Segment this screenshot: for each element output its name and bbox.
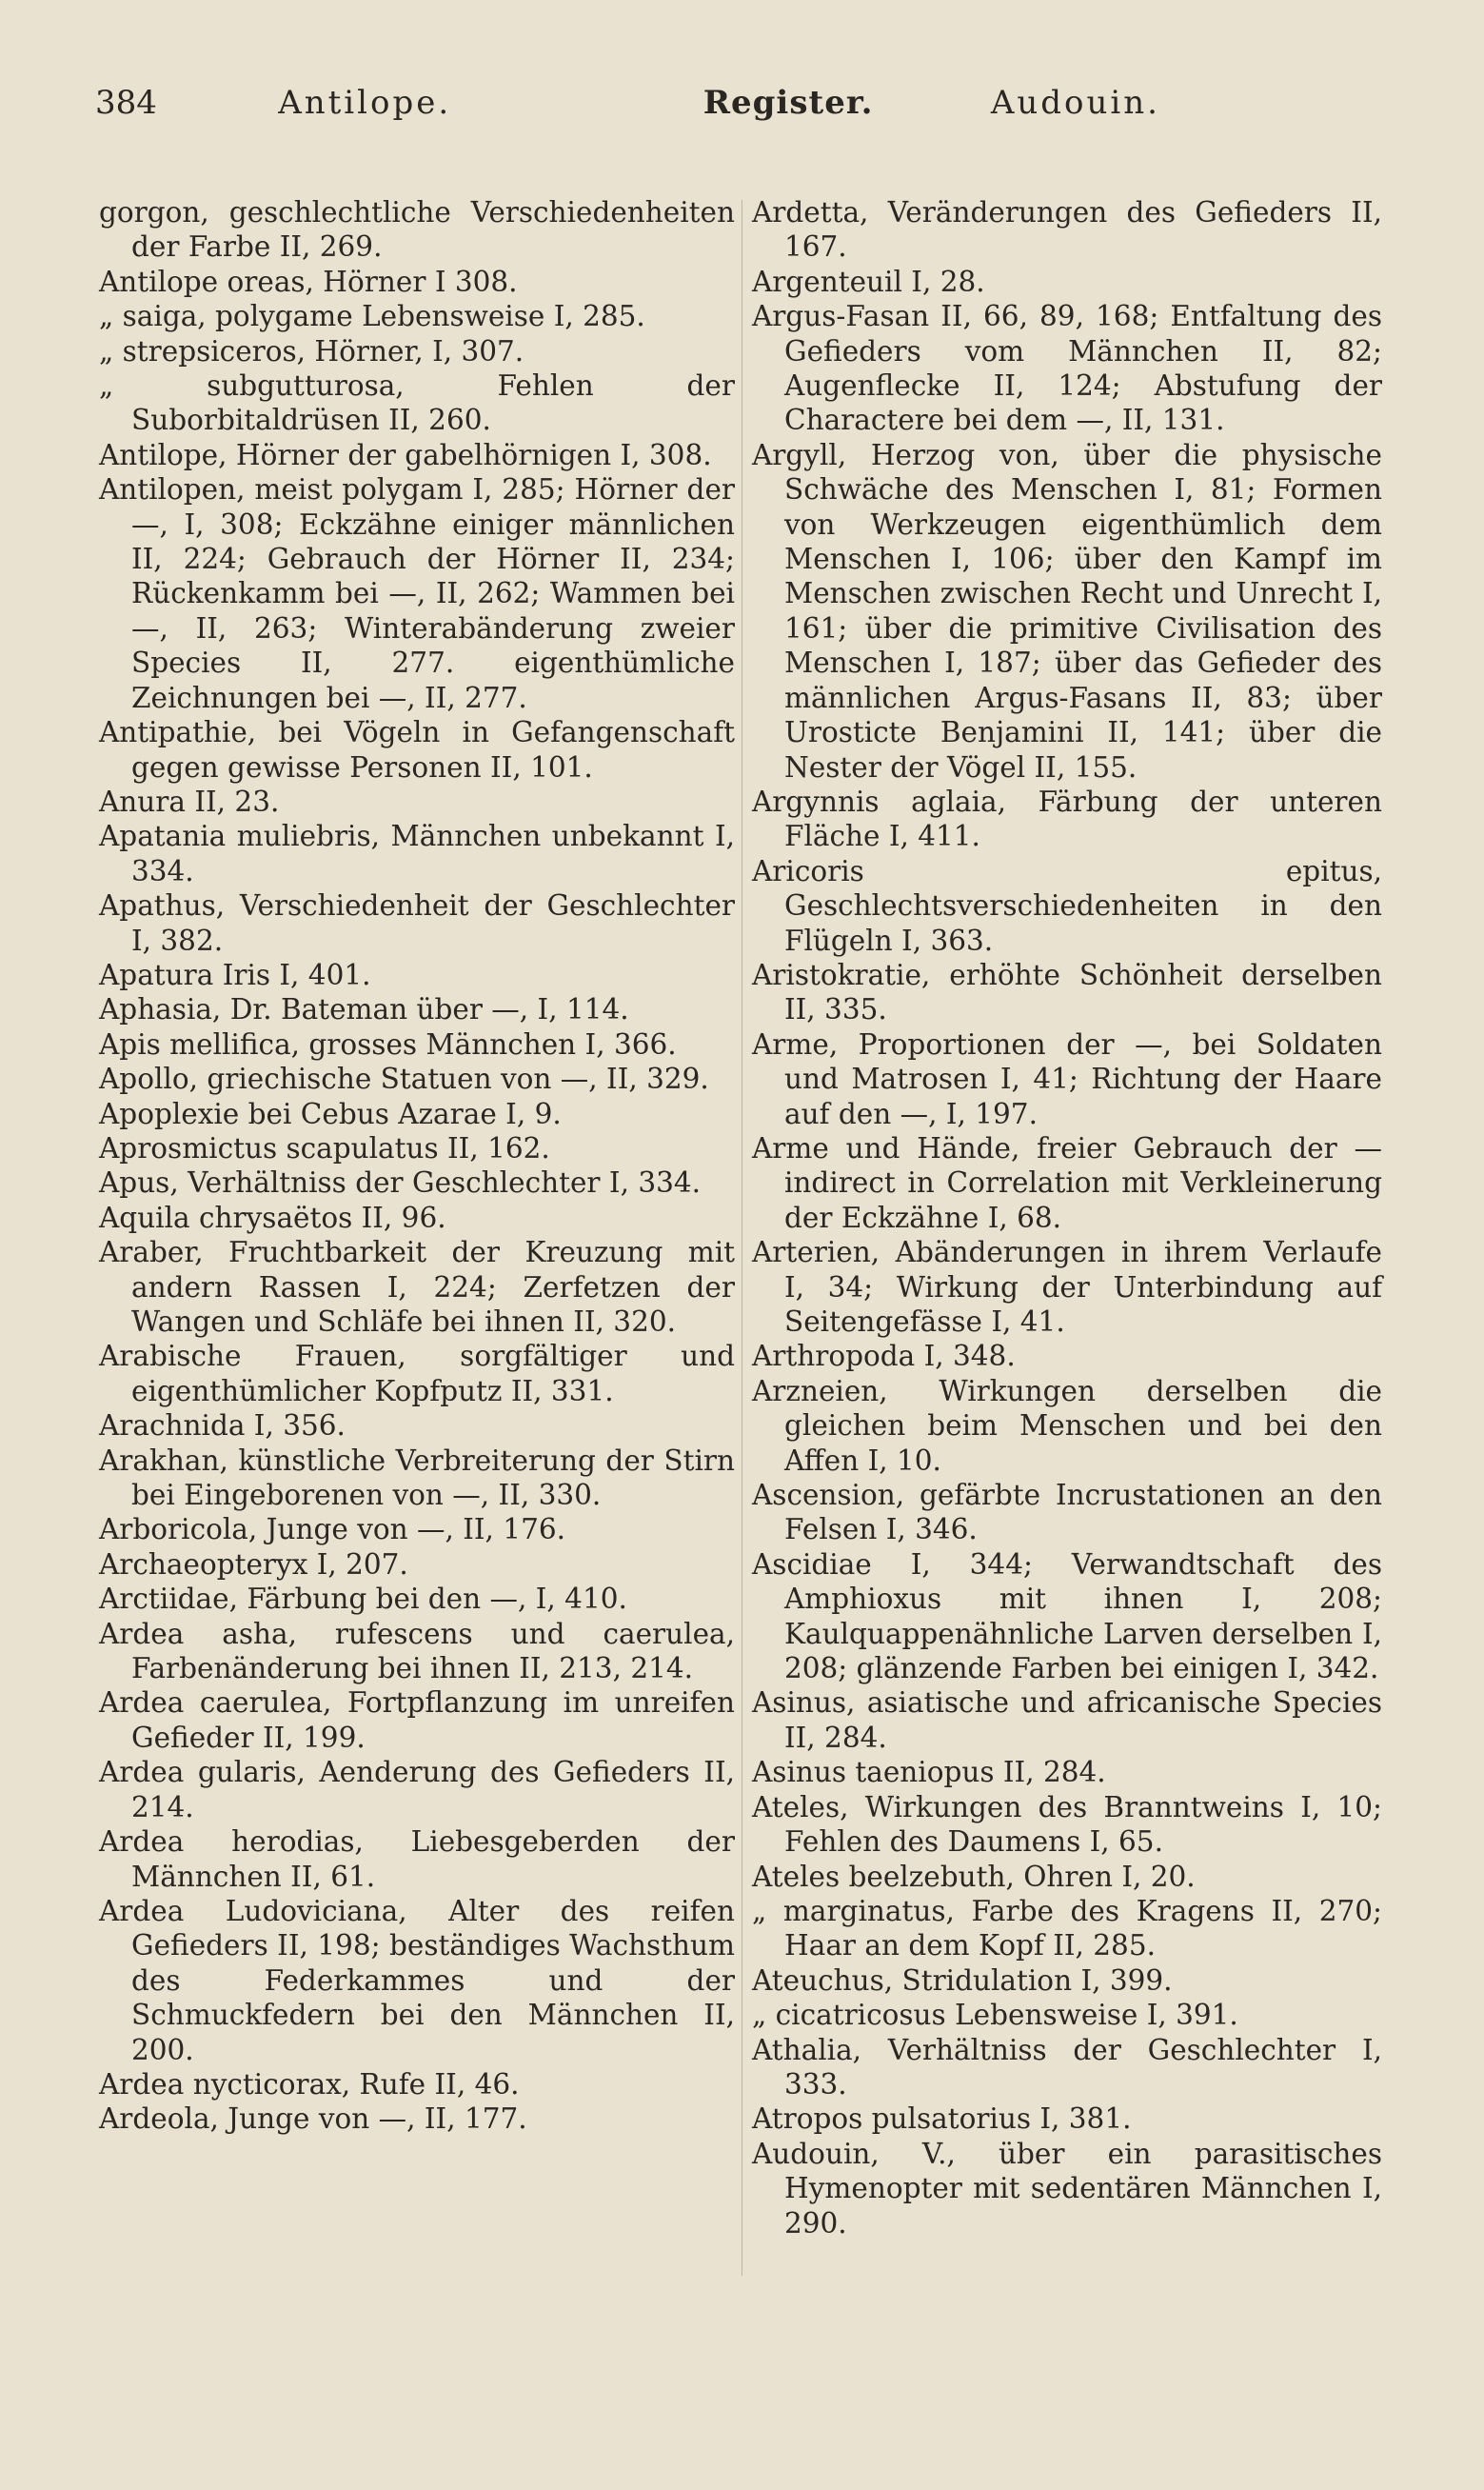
index-entry: Ateles, Wirkungen des Branntweins I, 10; Fehlen des Daumens I, 65.	[752, 1790, 1382, 1859]
index-entry: „ subgutturosa, Fehlen der Suborbitaldrüsen II, 260.	[99, 369, 735, 437]
index-entry: Asinus, asiatische und africanische Species II, 284.	[752, 1686, 1382, 1754]
index-entry: Apis mellifica, grosses Männchen I, 366.	[99, 1027, 677, 1061]
index-entry: Aprosmictus scapulatus II, 162.	[99, 1131, 550, 1165]
index-entry: Antipathie, bei Vögeln in Gefangenschaft gegen gewisse Personen II, 101.	[99, 716, 735, 784]
index-entry: Arakhan, künstliche Verbreiterung der Stirn bei Eingeborenen von —, II, 330.	[99, 1444, 735, 1512]
index-entry: „ strepsiceros, Hörner, I, 307.	[99, 334, 524, 368]
index-entry: „ saiga, polygame Lebensweise I, 285.	[99, 300, 645, 333]
index-entry: Ardea gularis, Aenderung des Gefieders II, 214.	[99, 1756, 735, 1823]
index-entry: Audouin, V., über ein parasitisches Hymenopter mit sedentären Männchen I, 290.	[752, 2137, 1382, 2240]
index-entry: Ascidiae I, 344; Verwandtschaft des Amphioxus mit ihnen I, 208; Kaulquappenähnliche Larven derselben I, 208; glänzende Farben bei einigen I, 342.	[752, 1547, 1382, 1685]
index-entry: „ cicatricosus Lebensweise I, 391.	[752, 1999, 1238, 2032]
index-entry: Argus-Fasan II, 66, 89, 168; Entfaltung des Gefieders vom Männchen II, 82; Augenflecke II, 124; Abstufung der Charactere bei dem —, II, 131.	[752, 300, 1382, 437]
index-entry: Athalia, Verhältniss der Geschlechter I, 333.	[752, 2033, 1382, 2101]
index-entry: Antilopen, meist polygam I, 285; Hörner der —, I, 308; Eckzähne einiger männlichen II, 224; Gebrauch der Hörner II, 234; Rückenkamm bei —, II, 262; Wammen bei —, II, 263; Winterabänderung zweier Species II, 277. eigenthümliche Zeichnungen bei —, II, 277.	[99, 473, 735, 714]
header-last-entry: Audouin.	[990, 84, 1160, 122]
index-entry: Ardetta, Veränderungen des Gefieders II, 167.	[752, 196, 1382, 264]
header-title: Register.	[702, 84, 874, 122]
index-entry: Apatania muliebris, Männchen unbekannt I, 334.	[99, 820, 735, 887]
index-entry: gorgon, geschlechtliche Verschiedenheiten der Farbe II, 269.	[99, 196, 735, 264]
index-entry: Ateles beelzebuth, Ohren I, 20.	[752, 1860, 1196, 1893]
index-entry: Arme, Proportionen der —, bei Soldaten und Matrosen I, 41; Richtung der Haare auf den —, I, 197.	[752, 1027, 1382, 1130]
index-entry: Arme und Hände, freier Gebrauch der — indirect in Correlation mit Verkleinerung der Eckzähne I, 68.	[752, 1131, 1382, 1234]
index-entry: Argenteuil I, 28.	[752, 265, 985, 298]
index-column-left	[99, 195, 735, 2137]
index-entry: Antilope oreas, Hörner I 308.	[99, 265, 518, 298]
index-entry: Arthropoda I, 348.	[752, 1340, 1016, 1373]
index-entry: Aristokratie, erhöhte Schönheit derselben II, 335.	[752, 958, 1382, 1026]
index-entry: Ardea Ludoviciana, Alter des reifen Gefieders II, 198; beständiges Wachsthum des Federkammes und der Schmuckfedern bei den Männchen II, 200.	[99, 1894, 735, 2066]
index-entry: Argynnis aglaia, Färbung der unteren Fläche I, 411.	[752, 785, 1382, 853]
page-number: 384	[95, 84, 157, 122]
running-header	[95, 84, 1160, 131]
index-entry: Ardea caerulea, Fortpflanzung im unreifen Gefieder II, 199.	[99, 1686, 735, 1754]
index-entry: Apathus, Verschiedenheit der Geschlechter I, 382.	[99, 889, 735, 957]
index-entry: Archaeopteryx I, 207.	[99, 1547, 408, 1581]
index-entry: Apoplexie bei Cebus Azarae I, 9.	[99, 1097, 562, 1130]
index-entry: Apus, Verhältniss der Geschlechter I, 334.	[99, 1166, 702, 1200]
index-entry: Argyll, Herzog von, über die physische Schwäche des Menschen I, 81; Formen von Werkzeugen eigenthümlich dem Menschen I, 106; über den Kampf im Menschen zwischen Recht und Unrecht I, 161; über die primitive Civilisation des Menschen I, 187; über das Gefieder des männlichen Argus-Fasans II, 83; über Urosticte Benjamini II, 141; über die Nester der Vögel II, 155.	[752, 438, 1382, 784]
index-entry: Aquila chrysaëtos II, 96.	[99, 1201, 446, 1234]
index-entry: Antilope, Hörner der gabelhörnigen I, 308.	[99, 438, 712, 471]
index-entry: Ardea asha, rufescens und caerulea, Farbenänderung bei ihnen II, 213, 214.	[99, 1617, 735, 1685]
index-entry: Arterien, Abänderungen in ihrem Verlaufe I, 34; Wirkung der Unterbindung auf Seitengefässe I, 41.	[752, 1236, 1382, 1338]
index-entry: Arabische Frauen, sorgfältiger und eigenthümlicher Kopfputz II, 331.	[99, 1340, 735, 1407]
index-entry: Asinus taeniopus II, 284.	[752, 1756, 1106, 1789]
index-entry: Ascension, gefärbte Incrustationen an den Felsen I, 346.	[752, 1479, 1382, 1546]
index-entry: Arzneien, Wirkungen derselben die gleichen beim Menschen und bei den Affen I, 10.	[752, 1374, 1382, 1477]
index-entry: „ marginatus, Farbe des Kragens II, 270; Haar an dem Kopf II, 285.	[752, 1894, 1382, 1962]
index-entry: Aphasia, Dr. Bateman über —, I, 114.	[99, 993, 629, 1026]
index-entry: Arachnida I, 356.	[99, 1409, 346, 1443]
index-entry: Aricoris epitus, Geschlechtsverschiedenheiten in den Flügeln I, 363.	[752, 854, 1382, 957]
index-entry: Araber, Fruchtbarkeit der Kreuzung mit andern Rassen I, 224; Zerfetzen der Wangen und Schläfe bei ihnen II, 320.	[99, 1236, 735, 1338]
index-entry: Apatura Iris I, 401.	[99, 958, 371, 991]
index-column-right	[752, 195, 1382, 2241]
index-entry: Anura II, 23.	[99, 785, 280, 818]
index-entry: Ateuchus, Stridulation I, 399.	[752, 1963, 1173, 1997]
index-entry: Apollo, griechische Statuen von —, II, 329.	[99, 1063, 709, 1096]
index-entry: Arboricola, Junge von —, II, 176.	[99, 1513, 565, 1546]
index-entry: Ardea herodias, Liebesgeberden der Männchen II, 61.	[99, 1825, 735, 1893]
index-entry: Arctiidae, Färbung bei den —, I, 410.	[99, 1583, 627, 1616]
index-entry: Ardeola, Junge von —, II, 177.	[99, 2102, 527, 2136]
index-entry: Atropos pulsatorius I, 381.	[752, 2102, 1132, 2136]
header-first-entry: Antilope.	[278, 84, 452, 122]
index-entry: Ardea nycticorax, Rufe II, 46.	[99, 2067, 520, 2101]
